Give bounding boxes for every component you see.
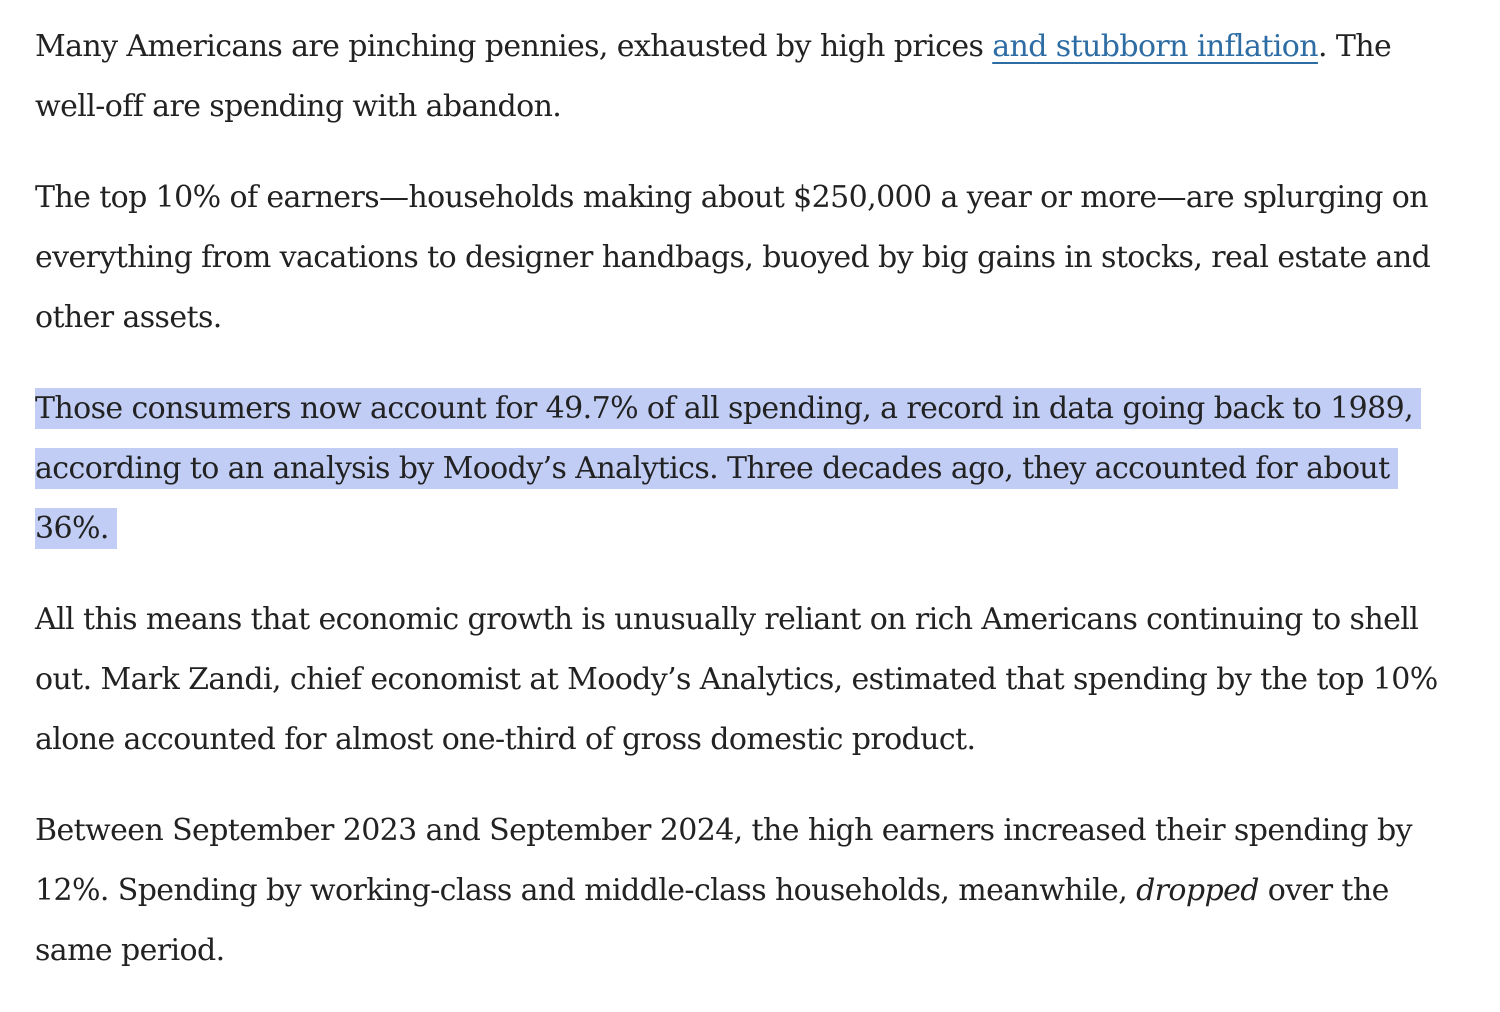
paragraph-3-selected — [35, 379, 1455, 559]
paragraph-4 — [35, 590, 1455, 770]
paragraph-1-text-start: Many Americans are pinching pennies, exhausted by high prices — [35, 29, 993, 64]
article-body — [35, 17, 1455, 1012]
paragraph-5-text-start: Between September 2023 and September 2024, the high earners increased their spending by 12%. Spending by working-class and middle-class households, meanwhile, — [35, 813, 1413, 908]
paragraph-2-text: The top 10% of earners—households making about $250,000 a year or more—are splurging on everything from vacations to designer handbags, buoyed by big gains in stocks, real estate and other assets. — [35, 180, 1431, 335]
selected-text-highlight: Those consumers now account for 49.7% of all spending, a record in data going back to 1989, according to an analysis by Moody’s Analytics. Three decades ago, they accounted for about 36%. — [35, 388, 1421, 549]
paragraph-1 — [35, 17, 1455, 137]
emphasis-dropped: dropped — [1136, 873, 1259, 908]
inflation-link[interactable]: and stubborn inflation — [992, 29, 1318, 64]
paragraph-2 — [35, 168, 1455, 348]
paragraph-1-text-end: . The well-off are spending with abandon. — [35, 29, 1392, 124]
paragraph-5 — [35, 801, 1455, 981]
paragraph-5-text-end: over the same period. — [35, 873, 1389, 968]
paragraph-4-text: All this means that economic growth is unusually reliant on rich Americans continuing to shell out. Mark Zandi, chief economist at Moody’s Analytics, estimated that spending by the top 10% alone accounted for almost one-third of gross domestic product. — [35, 602, 1438, 757]
